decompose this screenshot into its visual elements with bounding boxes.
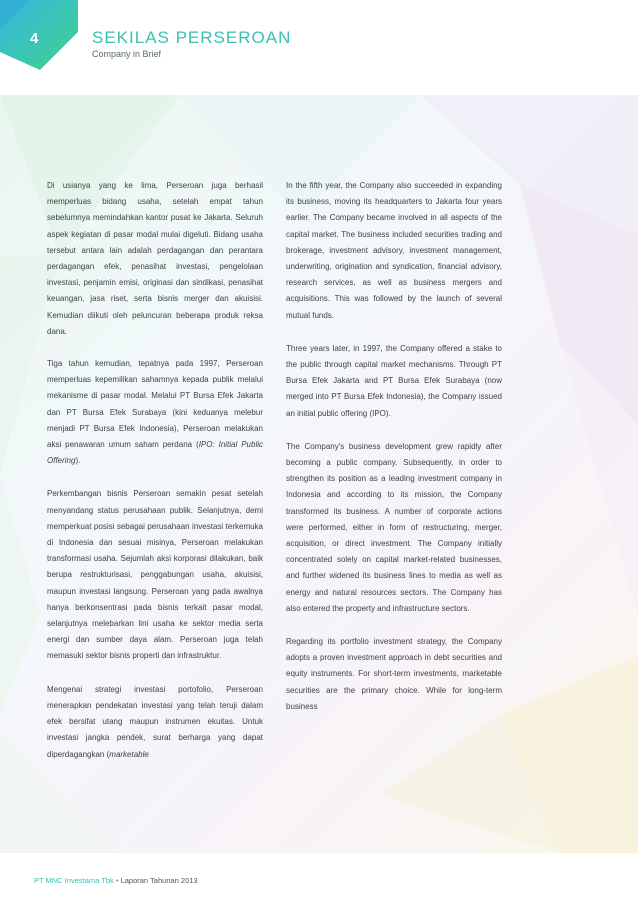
marketable-italic: marketable <box>109 749 149 759</box>
paragraph-en-4: Regarding its portfolio investment strategy, the Company adopts a proven investment approach in debt securities and equity instruments. For short-term investments, marketable securities are the primary choice. While for long-term business <box>286 637 502 711</box>
paragraph-en-3: The Company's business development grew rapidly after becoming a public company. Subsequently, in order to strengthen its position as a leading investment company in Indonesia and according to its mission, the Company transformed its business. A number of corporate actions were performed, either in form of restructuring, merger, acquisition, or direct investment. The Company initially concentrated solely on capital market-related businesses, and further widened its business lines to media as well as energy and natural resources sectors. The Company has also entered the property and infrastructure sectors. <box>286 441 502 613</box>
paragraph-id-2-main: Tiga tahun kemudian, tepatnya pada 1997, Perseroan memperluas kepemilikan sahamnya kepada publik melalui mekanisme di pasar modal. Melalui PT Bursa Efek Jakarta dan PT Bursa Efek Surabaya (kini keduanya melebur menjadi PT Bursa Efek Indonesia), Perseroan melakukan aksi penawaran umum saham perdana ( <box>47 359 263 450</box>
footer-report: Laporan Tahunan 2013 <box>120 876 198 885</box>
paragraph-id-2-end: ). <box>75 456 81 466</box>
paragraph-id-4-main: Mengenai strategi investasi portofolio, Perseroan menerapkan pendekatan investasi yang telah teruji dalam efek bersifat utang maupun instrumen ekuitas. Untuk investasi jangka pendek, surat berharga yang dapat diperdagangkan ( <box>47 684 263 759</box>
page-number-badge <box>0 0 80 70</box>
paragraph-id-2 <box>47 356 263 469</box>
paragraph-en-2: Three years later, in 1997, the Company offered a stake to the public through capital market mechanisms. Through PT Bursa Efek Jakarta and PT Bursa Efek Surabaya (now merged into PT Bursa Efek Indonesia), the Company issued an initial public offering (IPO). <box>286 343 502 418</box>
indonesian-text-column <box>47 178 263 780</box>
page-footer <box>34 876 198 885</box>
paragraph-en-1: In the fifth year, the Company also succeeded in expanding its business, moving its headquarters to Jakarta four years earlier. The Company became involved in all aspects of the capital market. The business included securities trading and brokerage, investment advisory, investment management, underwriting, origination and syndication, financial advisory, research services, as well as business mergers and acquisitions. This was followed by the launch of several mutual funds. <box>286 181 502 320</box>
section-title: SEKILAS PERSEROAN <box>92 28 292 47</box>
paragraph-id-4 <box>47 682 263 763</box>
paragraph-id-3: Perkembangan bisnis Perseroan semakin pesat setelah menyandang status perusahaan publik. Selanjutnya, demi memperkuat posisi sebagai perusahaan investasi terkemuka di Indonesia dan sesuai misinya, Perseroan melakukan transformasi usaha. Sejumlah aksi korporasi dilakukan, baik berupa restrukturisasi, penggabungan usaha, akuisisi, maupun investasi langsung. Perseroan yang pada awalnya hanya berkonsentrasi pada bisnis terkait pasar modal, selanjutnya melebarkan lini usaha ke sektor media serta energi dan sumber daya alam. Perseroan juga telah memasuki sektor bisnis properti dan infrastruktur. <box>47 489 263 661</box>
section-subtitle: Company in Brief <box>92 49 162 59</box>
page-number: 4 <box>30 30 39 47</box>
footer-company: PT MNC Investama Tbk <box>34 876 114 885</box>
english-text-column <box>286 178 502 732</box>
paragraph-id-1: Di usianya yang ke lima, Perseroan juga berhasil memperluas bidang usaha, setelah empat tahun sebelumnya memindahkan kantor pusat ke Jakarta. Seluruh aspek kegiatan di pasar modal mulai digeluti. Bidang usaha tersebut antara lain adalah perdagangan dan perantara perdagangan efek, penasihat investasi, pengelolaan investasi, penjamin emisi, originasi dan sindikasi, penasihat keuangan, jasa riset, serta bisnis merger dan akuisisi. Kemudian diikuti oleh peluncuran beberapa produk reksa dana. <box>47 181 263 336</box>
footer-separator: • <box>115 876 119 885</box>
ipo-italic: IPO: Initial Public Offering <box>47 440 263 466</box>
